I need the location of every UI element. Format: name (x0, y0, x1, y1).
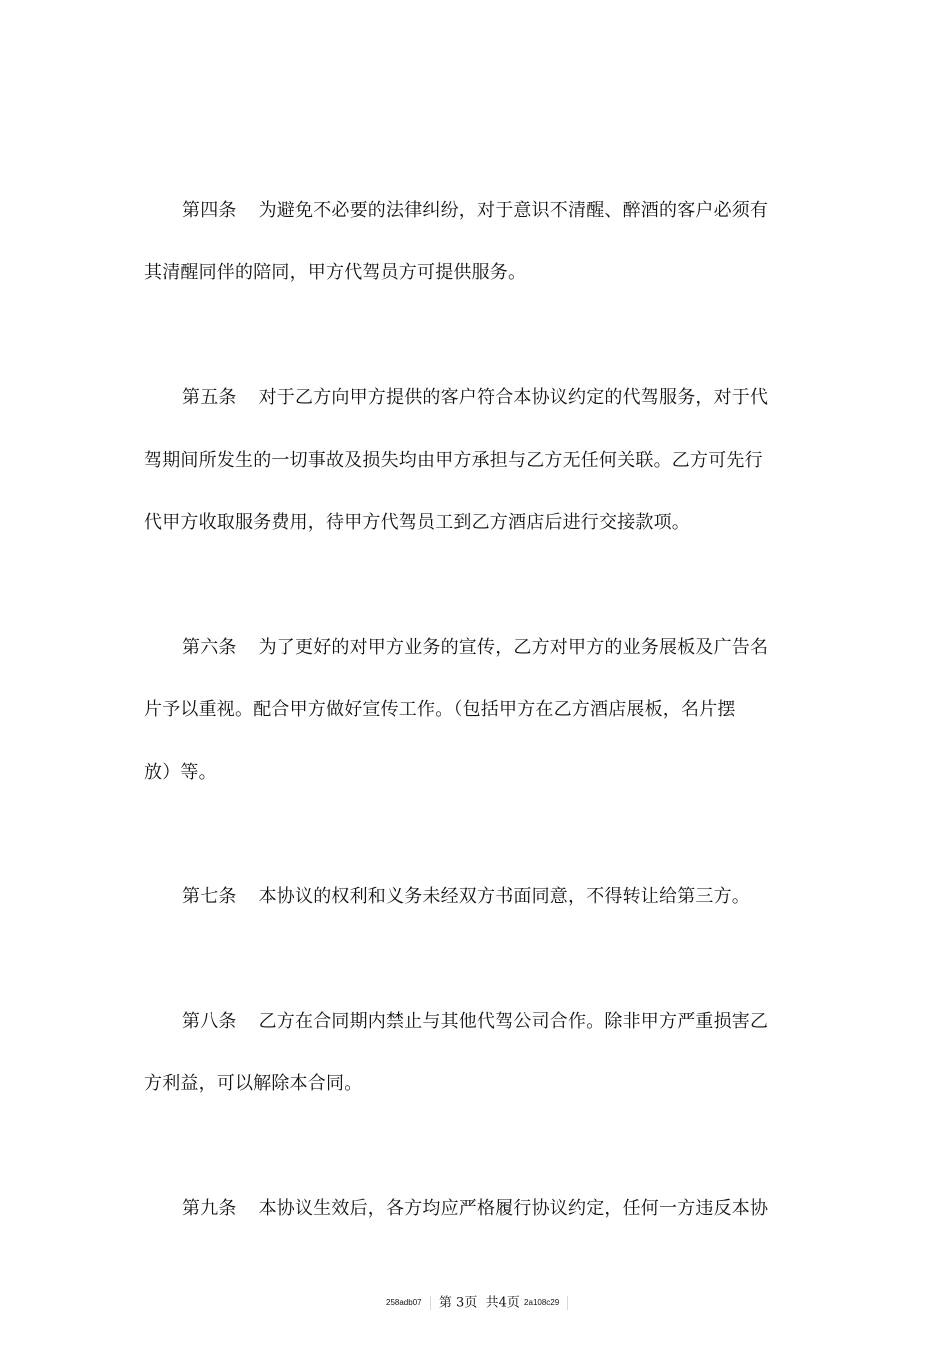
article-6-line-3 (144, 761, 217, 785)
footer-right-code: 2a108c29 (524, 1298, 560, 1307)
article-9-text-1: 本协议生效后，各方均应严格履行协议约定，任何一方违反本协 (258, 1198, 769, 1219)
article-4-text-1: 为避免不必要的法律纠纷，对于意识不清醒、醉酒的客户必须有 (258, 200, 769, 221)
footer-page-suffix: 页 (464, 1295, 478, 1311)
article-6-text-3: 放）等。 (144, 762, 217, 783)
article-9-line-1 (182, 1197, 768, 1221)
article-4-label: 第四条 (182, 200, 237, 221)
footer-divider-right (567, 1296, 568, 1310)
article-6-label: 第六条 (182, 637, 237, 658)
article-4-line-1 (182, 199, 768, 223)
article-5-text-2: 驾期间所发生的一切事故及损失均由甲方承担与乙方无任何关联。乙方可先行 (144, 450, 763, 471)
article-5-text-3: 代甲方收取服务费用，待甲方代驾员工到乙方酒店后进行交接款项。 (144, 512, 690, 533)
article-4-line-2 (144, 261, 526, 285)
article-5-line-2 (144, 449, 763, 473)
footer-page-number: 3 (456, 1295, 465, 1311)
footer-total-suffix: 页 (506, 1295, 520, 1311)
article-5-line-3 (144, 511, 690, 535)
article-6-line-1 (182, 636, 768, 660)
article-8-text-1: 乙方在合同期内禁止与其他代驾公司合作。除非甲方严重损害乙 (258, 1011, 769, 1032)
article-5-line-1 (182, 386, 768, 410)
article-9-label: 第九条 (182, 1198, 237, 1219)
article-7-label: 第七条 (182, 886, 237, 907)
article-8-line-2 (144, 1072, 362, 1096)
article-7-text-1: 本协议的权利和义务未经双方书面同意，不得转让给第三方。 (258, 886, 751, 907)
footer-divider-left (430, 1296, 431, 1310)
page-footer (386, 1295, 572, 1312)
article-6-text-2: 片予以重视。配合甲方做好宣传工作。（包括甲方在乙方酒店展板，名片摆 (144, 699, 736, 720)
footer-total-prefix: 共 (485, 1295, 499, 1311)
article-8-label: 第八条 (182, 1011, 237, 1032)
footer-page-prefix: 第 (438, 1295, 452, 1311)
article-5-label: 第五条 (182, 387, 237, 408)
article-8-line-1 (182, 1010, 768, 1034)
article-4-text-2: 其清醒同伴的陪同，甲方代驾员方可提供服务。 (144, 262, 527, 283)
footer-total-pages: 4 (498, 1295, 507, 1311)
article-5-text-1: 对于乙方向甲方提供的客户符合本协议约定的代驾服务，对于代 (258, 387, 769, 408)
article-7-line-1 (182, 885, 750, 909)
article-8-text-2: 方利益，可以解除本合同。 (144, 1073, 363, 1094)
article-6-line-2 (144, 698, 736, 722)
article-6-text-1: 为了更好的对甲方业务的宣传，乙方对甲方的业务展板及广告名 (258, 637, 769, 658)
footer-left-code: 258adb07 (386, 1298, 422, 1307)
